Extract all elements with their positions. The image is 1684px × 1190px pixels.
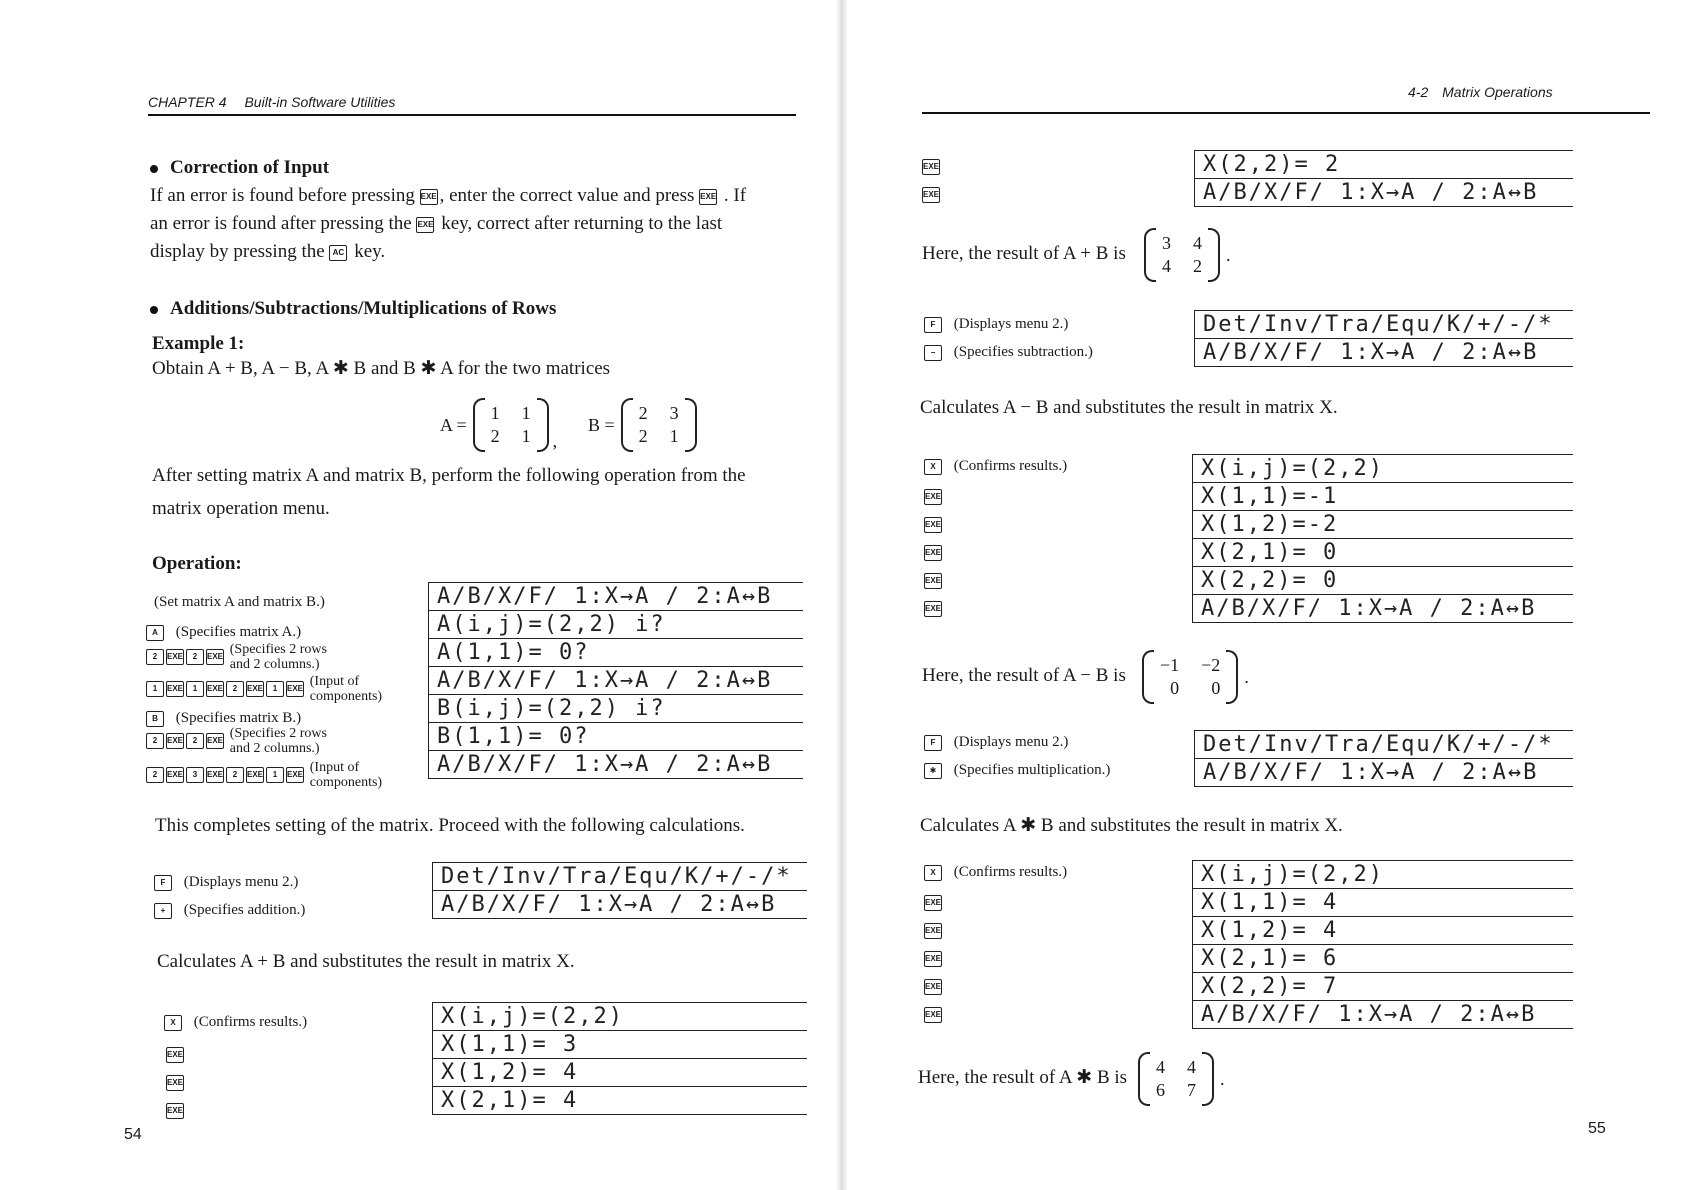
matrix-cell: 1 <box>521 426 531 446</box>
exe-key-icon: EXE <box>924 489 942 505</box>
lcd-sub-result-panel <box>1192 454 1573 623</box>
b-key-icon: B <box>146 711 164 727</box>
minus-key-icon: − <box>924 345 942 361</box>
matrix-cell: 2 <box>638 426 648 446</box>
matrix-cell: 1 <box>669 426 679 446</box>
page-number-left: 54 <box>124 1126 142 1143</box>
exe-key-icon: EXE <box>924 517 942 533</box>
op-exe <box>924 922 944 939</box>
exe-key-icon: EXE <box>924 895 942 911</box>
exe-key-icon: EXE <box>922 159 940 175</box>
matrix-cell: 2 <box>638 403 648 423</box>
bullet-icon <box>150 306 158 314</box>
op-components-a: 1 EXE 1 EXE 2 EXE 1 EXE (Input of components) <box>146 674 416 704</box>
bullet-icon <box>150 165 158 173</box>
op-display-menu: F (Displays menu 2.) <box>924 734 1068 751</box>
lcd-row: B(i,j)=(2,2) i? <box>429 695 803 723</box>
matrix-cell: 0 <box>1170 678 1180 698</box>
exe-key-icon: EXE <box>166 649 184 665</box>
page-number-right: 55 <box>1588 1120 1606 1137</box>
exe-key-icon: EXE <box>166 1075 184 1091</box>
section-header <box>1408 84 1553 100</box>
key-1-icon: 1 <box>266 681 284 697</box>
lcd-row: X(1,1)= 3 <box>433 1031 807 1059</box>
lcd-row: A/B/X/F/ 1:X→A / 2:A↔B <box>437 752 773 777</box>
ac-key-icon: AC <box>329 245 347 261</box>
right-page <box>842 0 1684 1190</box>
exe-key-icon: EXE <box>922 187 940 203</box>
op-exe <box>924 572 944 589</box>
lcd-row: X(1,2)= 4 <box>433 1059 807 1087</box>
key-2-icon: 2 <box>146 733 164 749</box>
sum-text: Here, the result of A + B is <box>922 243 1126 264</box>
chapter-header <box>148 94 395 110</box>
lcd-row: A/B/X/F/ 1:X→A / 2:A↔B <box>1203 340 1539 365</box>
exe-key-icon: EXE <box>166 681 184 697</box>
op-exe <box>922 186 942 203</box>
matrix-cell: 3 <box>669 403 679 423</box>
op-exe <box>922 158 942 175</box>
exe-key-icon: EXE <box>166 733 184 749</box>
example-title: Example 1: <box>152 333 245 354</box>
op-set-matrices: (Set matrix A and matrix B.) <box>154 594 325 610</box>
lcd-row: A/B/X/F/ 1:X→A / 2:A↔B <box>1201 1002 1537 1027</box>
exe-key-icon: EXE <box>416 217 434 233</box>
sub-calc-text: Calculates A − B and substitutes the result in matrix X. <box>920 397 1338 418</box>
op-exe <box>166 1046 186 1063</box>
lcd-row: A/B/X/F/ 1:X→A / 2:A↔B <box>1201 596 1537 621</box>
op-exe <box>166 1102 186 1119</box>
op-specify-a: A (Specifies matrix A.) <box>146 624 301 641</box>
matrix-cell: 4 <box>1193 233 1202 253</box>
prod-matrix: 4 4 6 7 . <box>1138 1052 1225 1106</box>
key-1-icon: 1 <box>266 767 284 783</box>
lcd-row: B(1,1)= 0? <box>429 723 803 751</box>
exe-key-icon: EXE <box>924 1007 942 1023</box>
matrix-b-label: B = <box>588 414 615 435</box>
op-subtraction: − (Specifies subtraction.) <box>924 344 1093 361</box>
chapter-number: CHAPTER 4 <box>148 94 227 110</box>
op-confirm: X (Confirms results.) <box>164 1014 307 1031</box>
matrix-cell: 4 <box>1162 256 1171 276</box>
exe-key-icon: EXE <box>924 923 942 939</box>
key-3-icon: 3 <box>186 767 204 783</box>
matrix-cell: −2 <box>1201 655 1221 675</box>
exe-key-icon: EXE <box>924 545 942 561</box>
header-rule <box>922 112 1650 114</box>
prod-text: Here, the result of A ✱ B is <box>918 1067 1128 1088</box>
matrix-cell: 4 <box>1187 1057 1196 1077</box>
op-rows-cols-b: 2 EXE 2 EXE (Specifies 2 rows and 2 columns.) <box>146 726 396 756</box>
lcd-row: A/B/X/F/ 1:X→A / 2:A↔B <box>1203 760 1539 785</box>
lcd-row: A/B/X/F/ 1:X→A / 2:A↔B <box>429 667 803 695</box>
chapter-title: Built-in Software Utilities <box>244 94 396 110</box>
exe-key-icon: EXE <box>924 573 942 589</box>
exe-key-icon: EXE <box>206 681 224 697</box>
op-rows-cols-a: 2 EXE 2 EXE (Specifies 2 rows and 2 columns.) <box>146 642 396 672</box>
lcd-row: X(2,2)= 2 <box>1195 151 1573 179</box>
lcd-result-panel <box>432 1002 807 1115</box>
op-exe <box>166 1074 186 1091</box>
lcd-row: Det/Inv/Tra/Equ/K/+/-/* <box>1195 731 1573 759</box>
matrix-cell: 4 <box>1156 1057 1165 1077</box>
f-key-icon: F <box>924 317 942 333</box>
op-exe <box>924 978 944 995</box>
matrix-cell: 2 <box>1193 256 1202 276</box>
exe-key-icon: EXE <box>166 767 184 783</box>
key-2-icon: 2 <box>226 681 244 697</box>
exe-key-icon: EXE <box>286 681 304 697</box>
plus-key-icon: + <box>154 903 172 919</box>
operation-heading: Operation: <box>152 553 242 574</box>
lcd-row: X(1,2)= 4 <box>1193 917 1573 945</box>
exe-key-icon: EXE <box>246 767 264 783</box>
f-key-icon: F <box>154 875 172 891</box>
exe-key-icon: EXE <box>286 767 304 783</box>
header-rule <box>148 114 796 116</box>
op-exe <box>924 1006 944 1023</box>
exe-key-icon: EXE <box>166 1103 184 1119</box>
correction-heading: Correction of Input <box>150 154 329 182</box>
example-text: Obtain A + B, A − B, A ✱ B and B ✱ A for the two matrices <box>152 358 611 379</box>
lcd-row: A(i,j)=(2,2) i? <box>429 611 803 639</box>
exe-key-icon: EXE <box>420 189 438 205</box>
rows-heading: Additions/Subtractions/Multiplications of Rows <box>150 295 556 323</box>
lcd-row: Det/Inv/Tra/Equ/K/+/-/* <box>1195 311 1573 339</box>
lcd-top-panel <box>1194 150 1573 207</box>
lcd-set-panel <box>428 582 803 779</box>
op-confirm: X (Confirms results.) <box>924 864 1067 881</box>
diff-matrix: −1 −2 0 0 . <box>1142 650 1249 704</box>
lcd-row: A/B/X/F/ 1:X→A / 2:A↔B <box>429 583 803 611</box>
lcd-row: X(2,1)= 0 <box>1193 539 1573 567</box>
lcd-sub-menu-panel <box>1194 310 1573 367</box>
mul-calc-text: Calculates A ✱ B and substitutes the result in matrix X. <box>920 815 1343 836</box>
lcd-row: X(1,2)=-2 <box>1193 511 1573 539</box>
lcd-row: Det/Inv/Tra/Equ/K/+/-/* <box>433 863 807 891</box>
key-1-icon: 1 <box>146 681 164 697</box>
calc-text: Calculates A + B and substitutes the result in matrix X. <box>157 951 575 972</box>
lcd-row: X(2,1)= 6 <box>1193 945 1573 973</box>
exe-key-icon: EXE <box>924 601 942 617</box>
lcd-row: X(i,j)=(2,2) <box>1193 455 1573 483</box>
lcd-mul-menu-panel <box>1194 730 1573 787</box>
matrix-a-label: A = <box>440 414 467 435</box>
lcd-menu-panel <box>432 862 807 919</box>
op-exe <box>924 950 944 967</box>
lcd-row: X(2,1)= 4 <box>441 1088 579 1113</box>
a-key-icon: A <box>146 625 164 641</box>
matrix-a <box>440 398 557 452</box>
matrix-b <box>588 398 697 452</box>
matrix-cell: 6 <box>1156 1080 1165 1100</box>
lcd-row: X(2,2)= 7 <box>1193 973 1573 1001</box>
op-exe <box>924 516 944 533</box>
key-2-icon: 2 <box>226 767 244 783</box>
op-display-menu: F (Displays menu 2.) <box>924 316 1068 333</box>
key-2-icon: 2 <box>146 649 164 665</box>
key-2-icon: 2 <box>186 733 204 749</box>
lcd-row: A(1,1)= 0? <box>429 639 803 667</box>
exe-key-icon: EXE <box>246 681 264 697</box>
lcd-row: A/B/X/F/ 1:X→A / 2:A↔B <box>441 892 777 917</box>
matrix-comma: , <box>552 431 558 451</box>
complete-text: This completes setting of the matrix. Proceed with the following calculations. <box>155 815 745 836</box>
exe-key-icon: EXE <box>924 979 942 995</box>
op-exe <box>924 894 944 911</box>
f-key-icon: F <box>924 735 942 751</box>
section-title: Matrix Operations <box>1442 84 1553 100</box>
lcd-row: X(1,1)= 4 <box>1193 889 1573 917</box>
lcd-row: X(2,2)= 0 <box>1193 567 1573 595</box>
matrix-cell: 0 <box>1211 678 1221 698</box>
exe-key-icon: EXE <box>924 951 942 967</box>
exe-key-icon: EXE <box>166 1047 184 1063</box>
diff-text: Here, the result of A − B is <box>922 665 1126 686</box>
sum-matrix: 3 4 4 2 . <box>1144 228 1231 282</box>
exe-key-icon: EXE <box>206 649 224 665</box>
op-display-menu: F (Displays menu 2.) <box>154 874 298 891</box>
matrix-cell: 1 <box>521 403 531 423</box>
matrix-cell: 7 <box>1187 1080 1196 1100</box>
x-key-icon: X <box>924 865 942 881</box>
op-exe <box>924 544 944 561</box>
lcd-row: X(i,j)=(2,2) <box>1193 861 1573 889</box>
matrix-cell: 1 <box>490 403 500 423</box>
correction-paragraph: If an error is found before pressing EXE , enter the correct value and press EXE . If an error is found after pressing the EXE key, correct after returning to the last display by pressing the AC key. <box>150 185 747 262</box>
op-multiplication: ✱ (Specifies multiplication.) <box>924 762 1110 779</box>
lcd-row: X(i,j)=(2,2) <box>433 1003 807 1031</box>
key-2-icon: 2 <box>186 649 204 665</box>
multiply-key-icon: ✱ <box>924 763 942 779</box>
lcd-mul-result-panel <box>1192 860 1573 1029</box>
op-addition: + (Specifies addition.) <box>154 902 305 919</box>
op-exe <box>924 600 944 617</box>
x-key-icon: X <box>164 1015 182 1031</box>
section-number: 4-2 <box>1408 84 1429 100</box>
op-components-b: 2 EXE 3 EXE 2 EXE 1 EXE (Input of components) <box>146 760 416 790</box>
op-specify-b: B (Specifies matrix B.) <box>146 710 301 727</box>
exe-key-icon: EXE <box>206 733 224 749</box>
matrix-cell: 3 <box>1162 233 1171 253</box>
exe-key-icon: EXE <box>206 767 224 783</box>
lcd-row: X(1,1)=-1 <box>1193 483 1573 511</box>
key-1-icon: 1 <box>186 681 204 697</box>
x-key-icon: X <box>924 459 942 475</box>
exe-key-icon: EXE <box>699 189 717 205</box>
op-confirm: X (Confirms results.) <box>924 458 1067 475</box>
matrix-cell: 2 <box>490 426 500 446</box>
op-exe <box>924 488 944 505</box>
key-2-icon: 2 <box>146 767 164 783</box>
after-paragraph: After setting matrix A and matrix B, perform the following operation from the matrix operation menu. <box>152 465 746 519</box>
lcd-row: A/B/X/F/ 1:X→A / 2:A↔B <box>1203 180 1539 205</box>
matrix-cell: −1 <box>1160 655 1180 675</box>
